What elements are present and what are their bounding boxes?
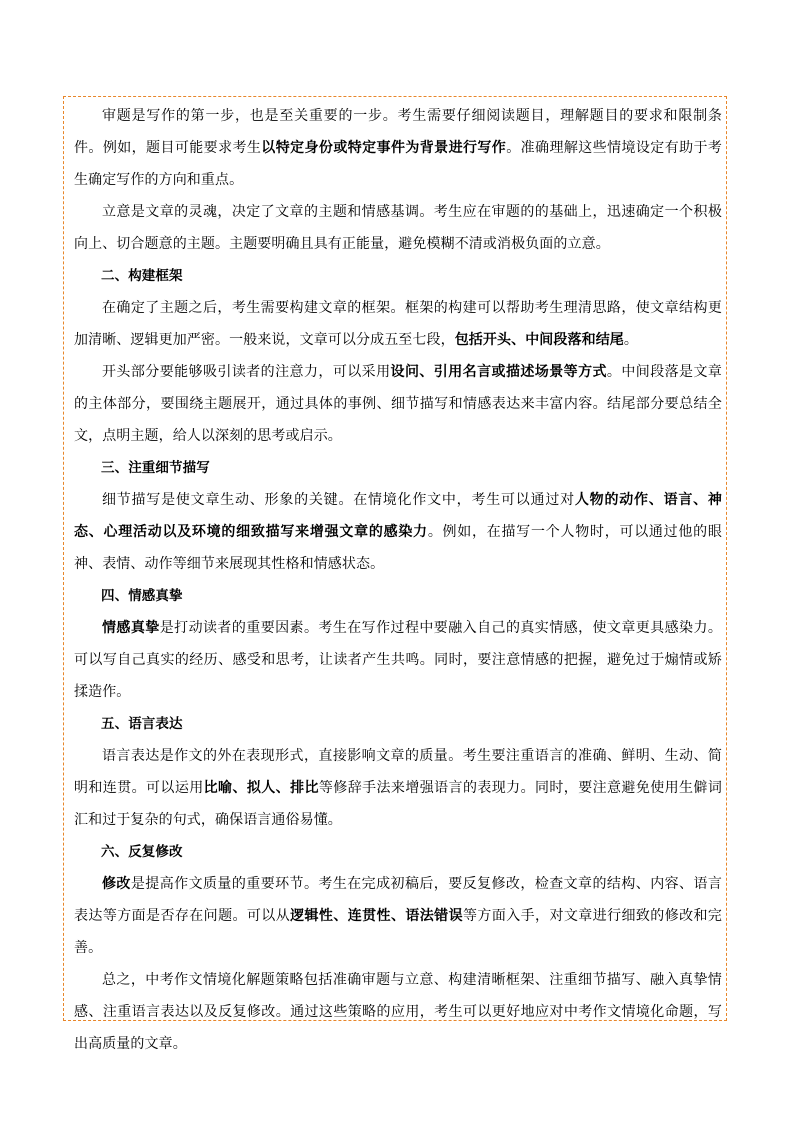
bold-text: 包括开头、中间段落和结尾 xyxy=(454,332,624,348)
paragraph xyxy=(74,484,722,580)
bold-text: 人物的动作、语言、神态、心理活动以及环境的细致描写来增强文章的感染力 xyxy=(74,492,723,540)
section-heading: 六、反复修改 xyxy=(101,844,183,860)
section-heading: 五、语言表达 xyxy=(101,716,183,732)
text-run: 。中间段落是文章的主体部分，要围绕主题展开，通过具体的事例、细节描写和情感表达来丰富内容。结尾部分要总结全文，点明主题，给人以深刻的思考或启示。 xyxy=(74,364,723,444)
bold-text: 以特定身份或特定事件为背景进行写作 xyxy=(261,140,507,156)
text-run: 。准确理解这些情境设定有助于考生确定写作的方向和重点。 xyxy=(74,140,723,188)
paragraph xyxy=(74,612,722,708)
paragraph xyxy=(74,100,722,196)
text-run: 等方面入手，对文章进行细致的修改和完善。 xyxy=(74,908,723,956)
text-run: 开头部分要能够吸引读者的注意力，可以采用 xyxy=(102,364,391,380)
text-run: 。 xyxy=(623,332,639,348)
document-body xyxy=(74,100,722,1060)
bold-text: 设问、引用名言或描述场景等方式 xyxy=(390,364,607,380)
text-run: 在确定了主题之后，考生需要构建文章的框架。框架的构建可以帮助考生理清思路，使文章结构更加清晰、逻辑更加严密。一般来说，文章可以分成五至七段， xyxy=(74,300,722,348)
text-run: 。例如，在描写一个人物时，可以通过他的眼神、表情、动作等细节来展现其性格和情感状态。 xyxy=(74,524,723,572)
bold-text: 比喻、拟人、排比 xyxy=(203,780,319,796)
text-run: 是打动读者的重要因素。考生在写作过程中要融入自己的真实情感，使文章更具感染力。可以写自己真实的经历、感受和思考，让读者产生共鸣。同时，要注意情感的把握，避免过于煽情或矫揉造作。 xyxy=(74,620,722,700)
text-run: 语言表达是作文的外在表现形式，直接影响文章的质量。考生要注重语言的准确、鲜明、生动、简明和连贯。可以运用 xyxy=(74,748,722,796)
paragraph xyxy=(74,964,722,1060)
paragraph xyxy=(74,196,722,260)
section-heading: 二、构建框架 xyxy=(101,268,183,284)
text-run: 细节描写是使文章生动、形象的关键。在情境化作文中，考生可以通过对 xyxy=(102,492,575,508)
text-run: 审题是写作的第一步，也是至关重要的一步。考生需要仔细阅读题目，理解题目的要求和限制条件。例如，题目可能要求考生 xyxy=(74,108,722,156)
paragraph xyxy=(74,356,722,452)
bold-text: 修改 xyxy=(102,876,131,892)
paragraph xyxy=(74,292,722,356)
section-heading: 四、情感真挚 xyxy=(101,588,183,604)
bold-text: 逻辑性、连贯性、语法错误 xyxy=(290,908,463,924)
bold-text: 情感真挚 xyxy=(102,620,160,636)
paragraph xyxy=(74,740,722,836)
text-run: 立意是文章的灵魂，决定了文章的主题和情感基调。考生应在审题的的基础上，迅速确定一个积极向上、切合题意的主题。主题要明确且具有正能量，避免模糊不清或消极负面的立意。 xyxy=(74,204,722,252)
paragraph xyxy=(74,868,722,964)
text-run: 等修辞手法来增强语言的表现力。同时，要注意避免使用生僻词汇和过于复杂的句式，确保语言通俗易懂。 xyxy=(74,780,722,828)
text-run: 总之，中考作文情境化解题策略包括准确审题与立意、构建清晰框架、注重细节描写、融入真挚情感、注重语言表达以及反复修改。通过这些策略的应用，考生可以更好地应对中考作文情境化命题，写出高质量的文章。 xyxy=(74,972,722,1052)
text-run: 是提高作文质量的重要环节。考生在完成初稿后，要反复修改，检查文章的结构、内容、语言表达等方面是否存在问题。可以从 xyxy=(74,876,722,924)
section-heading: 三、注重细节描写 xyxy=(101,460,210,476)
